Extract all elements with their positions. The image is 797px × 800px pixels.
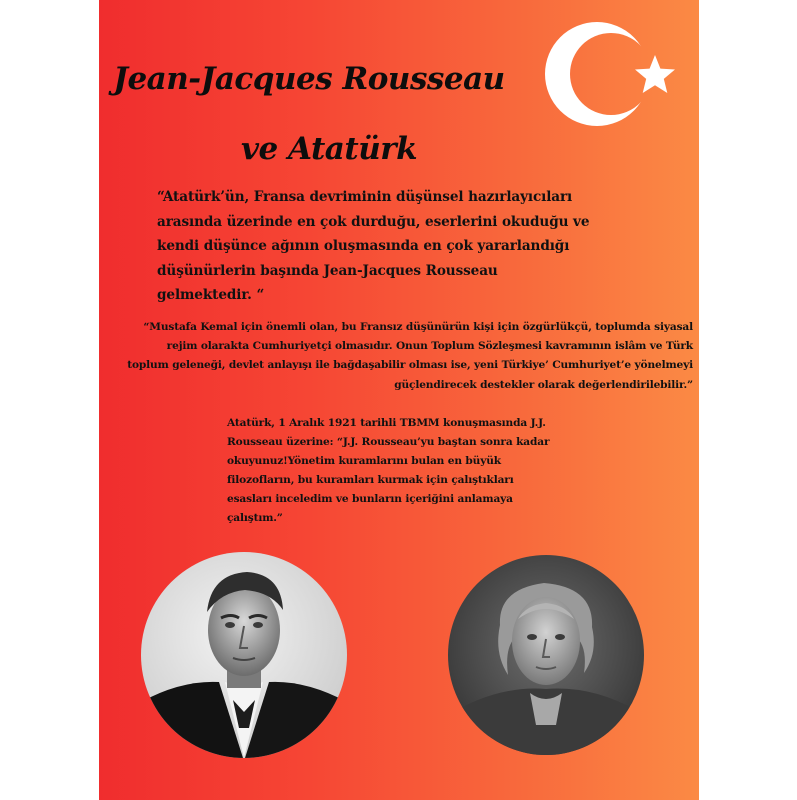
title-line-2: ve Atatürk bbox=[240, 131, 418, 167]
quote-second: “Mustafa Kemal için önemli olan, bu Fransız düşünürün kişi için özgürlükçü, toplumda siyasal rejim olarakta Cumhuriyetçi olmasıdır. Onun Toplum Sözleşmesi kavramının islâm ve Türk toplum geleneği, devlet anlayışı ile bağdaşabilir olması ise, yeni Türkiye’ Cumhuriyet’e yönelmeyi güçlendirecek destekler olarak değerlendirilebilir.” bbox=[127, 321, 693, 391]
poster bbox=[99, 0, 699, 800]
rousseau-portrait bbox=[448, 555, 644, 755]
ataturk-portrait bbox=[141, 552, 347, 758]
crescent-and-star-icon bbox=[537, 18, 697, 138]
title-line-1: Jean-Jacques Rousseau bbox=[113, 61, 505, 97]
quote-third: Atatürk, 1 Aralık 1921 tarihli TBMM konuşmasında J.J. Rousseau üzerine: “J.J. Rousseau’yu baştan sonra kadar okuyunuz!Yönetim kuramlarını bulan en büyük filozofların, bu kuramları kurmak için çalıştıkları esasları inceledim ve bunların içeriğini anlamaya çalıştım.” bbox=[227, 417, 550, 524]
quote-first: “Atatürk’ün, Fransa devriminin düşünsel hazırlayıcıları arasında üzerinde en çok durduğu, eserlerini okuduğu ve kendi düşünce ağının oluşmasında en çok yararlandığı düşünürlerin başında Jean-Jacques Rousseau gelmektedir. “ bbox=[157, 189, 590, 303]
page-title bbox=[99, 44, 519, 184]
